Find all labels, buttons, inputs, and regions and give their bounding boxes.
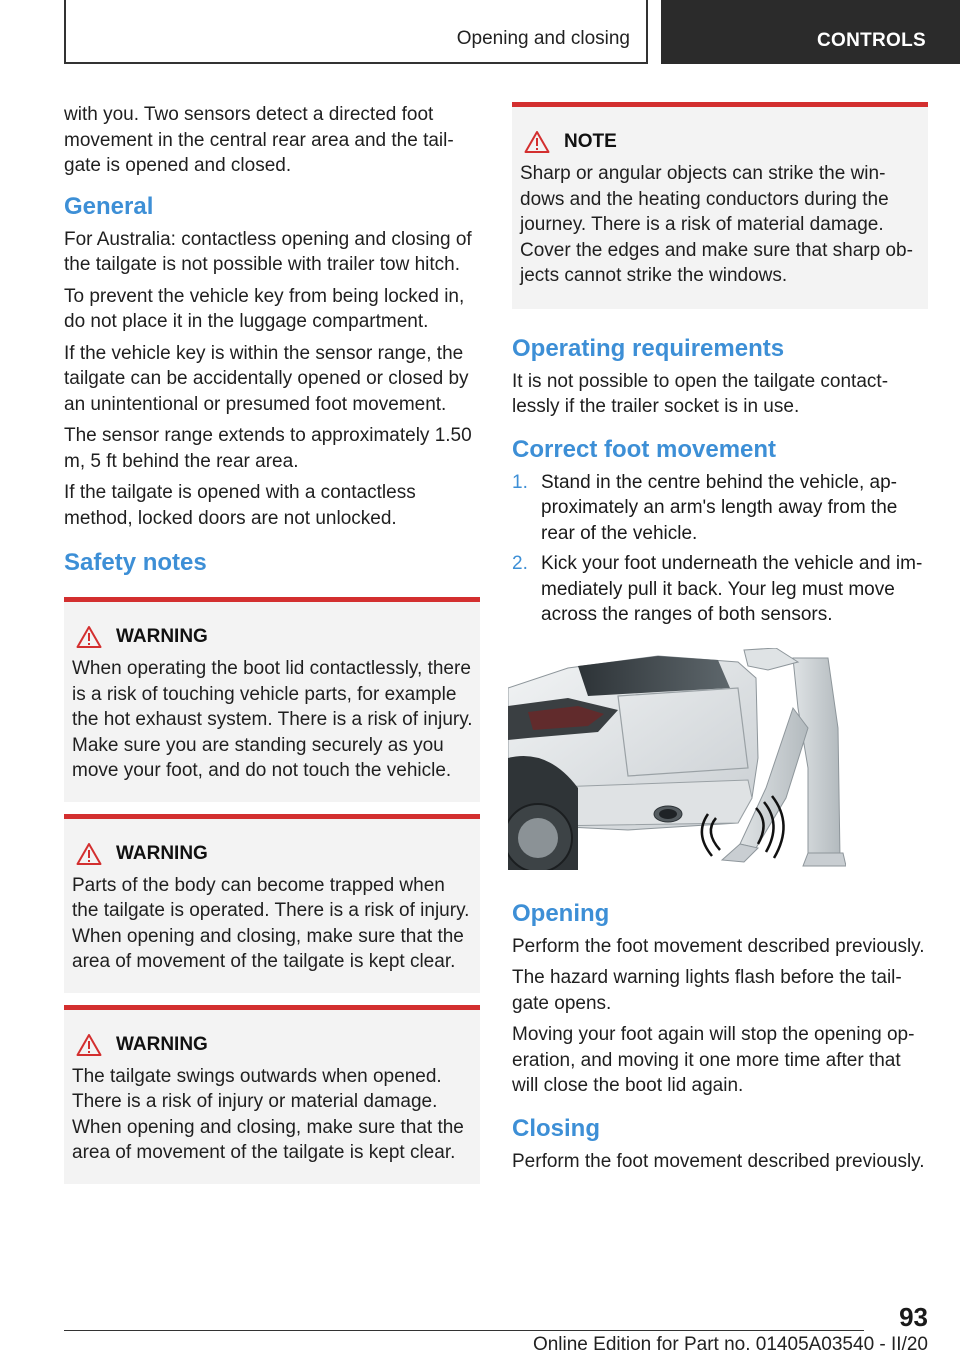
general-paragraph: The sensor range extends to approximately 1.50 m, 5 ft behind the rear area. (64, 425, 472, 472)
operating-requirements-heading: Operating requirements (512, 334, 785, 362)
header-chapter-tab (661, 0, 960, 64)
footer-divider (64, 1330, 864, 1331)
opening-paragraph: Perform the foot movement described previously. (512, 935, 925, 957)
list-item (512, 470, 928, 547)
warning-label: WARNING (116, 1033, 208, 1055)
warning-triangle-icon (524, 130, 550, 154)
warning-box (64, 1005, 480, 1184)
left-column (64, 102, 480, 1184)
warning-triangle-icon (76, 625, 102, 649)
general-heading: General (64, 192, 154, 220)
closing-paragraph: Perform the foot movement described previously. (512, 1150, 925, 1172)
foot-movement-steps (512, 470, 928, 628)
warning-text: The tailgate swings outwards when opened. There is a risk of injury or material damage. When opening and closing, make sure that the area of movement of the tailgate is kept clear. (72, 1065, 464, 1163)
step-number: 2. (512, 553, 528, 574)
warning-box-title (72, 1032, 474, 1058)
list-item (512, 551, 928, 628)
general-paragraph: For Australia: contactless opening and closing of the tailgate is not possible with trailer tow hitch. (64, 228, 472, 275)
header-section-tab (64, 0, 648, 64)
right-column (512, 102, 928, 1180)
step-text: Stand in the centre behind the vehicle, approximately an arm's length away from the rear of the vehicle. (541, 471, 898, 544)
car-rear-and-leg-image (508, 648, 846, 870)
general-paragraph: If the vehicle key is within the sensor range, the tailgate can be accidentally opened or closed by an unintentional or presumed foot movement. (64, 342, 469, 415)
operating-requirements-text: It is not possible to open the tailgate contactlessly if the trailer socket is in use. (512, 370, 889, 417)
warning-box (64, 597, 480, 802)
note-box-title (520, 129, 922, 155)
opening-paragraph: The hazard warning lights flash before the tailgate opens. (512, 967, 902, 1014)
page-number: 93 (899, 1302, 928, 1332)
note-text: Sharp or angular objects can strike the windows and the heating conductors during the journey. There is a risk of material damage. Cover the edges and make sure that sharp objects cannot strike the windows. (520, 163, 913, 286)
step-text: Kick your foot underneath the vehicle and immediately pull it back. Your leg must move across the ranges of both sensors. (541, 553, 923, 625)
warning-label: WARNING (116, 842, 208, 864)
step-number: 1. (512, 471, 528, 493)
footer-edition: Online Edition for Part no. 01405A03540 - II/20 (532, 1334, 928, 1355)
note-label: NOTE (564, 131, 617, 152)
correct-foot-movement-heading: Correct foot movement (512, 435, 777, 463)
intro-paragraph: with you. Two sensors detect a directed foot movement in the central rear area and the tailgate is opened and closed. (64, 104, 454, 176)
warning-box-title (72, 841, 474, 867)
foot-movement-illustration (508, 648, 846, 870)
warning-box (64, 814, 480, 993)
warning-triangle-icon (76, 1033, 102, 1057)
warning-triangle-icon (76, 842, 102, 866)
general-paragraph: To prevent the vehicle key from being locked in, do not place it in the luggage compartment. (64, 285, 465, 332)
warning-text: Parts of the body can become trapped when the tailgate is operated. There is a risk of injury. When opening and closing, make sure that the area of movement of the tailgate is kept clear. (72, 874, 470, 972)
general-paragraph: If the tailgate is opened with a contactless method, locked doors are not unlocked. (64, 482, 416, 529)
warning-text: When operating the boot lid contactlessly, there is a risk of touching vehicle parts, for example the hot exhaust system. There is a risk of injury. Make sure you are standing securely as you move your foot, and do not touch the vehicle. (72, 658, 473, 781)
warning-box-title (72, 624, 474, 650)
header-section-title: Opening and closing (456, 28, 630, 49)
warning-label: WARNING (116, 626, 208, 647)
safety-notes-heading: Safety notes (64, 549, 207, 576)
note-box (512, 102, 928, 309)
closing-heading: Closing (512, 1114, 600, 1142)
header-chapter-title: CONTROLS (816, 30, 926, 51)
opening-heading: Opening (512, 899, 610, 927)
opening-paragraph: Moving your foot again will stop the opening operation, and moving it one more time after that will close the boot lid again. (512, 1024, 915, 1096)
